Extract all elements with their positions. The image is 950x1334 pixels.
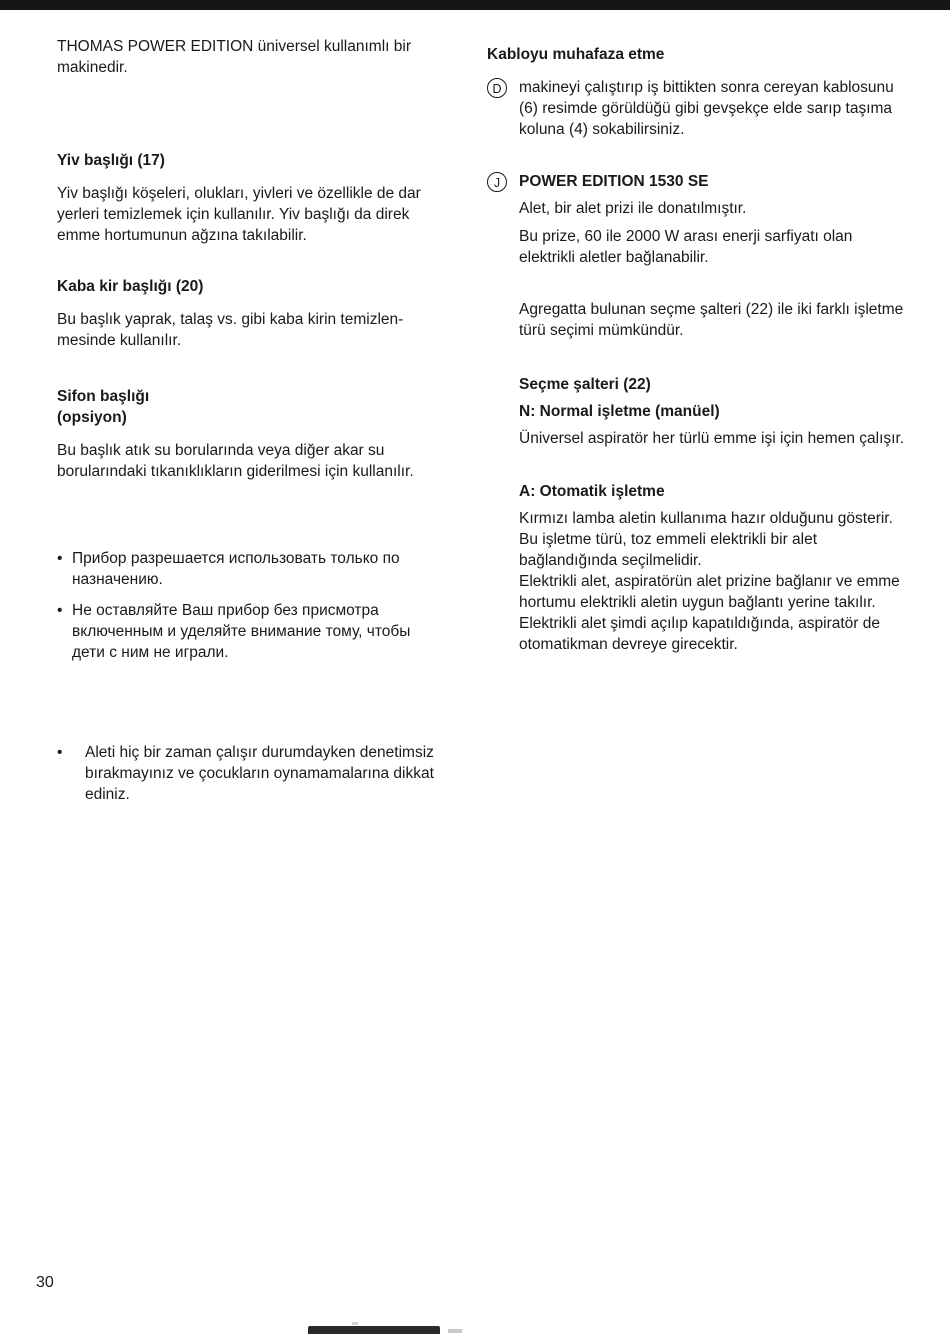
- list-item-ru-2: [57, 600, 445, 663]
- section-heading-sifon: [57, 386, 445, 428]
- bullet-glyph: •: [57, 550, 63, 567]
- list-item-tr: [57, 742, 445, 805]
- circled-letter-j: J: [487, 172, 507, 192]
- bullet-text-tr: Aleti hiç bir zaman çalışır durumdayken denetimsiz bırakmayınız ve çocukların oynamamalarına dikkat ediniz.: [85, 744, 434, 803]
- section-heading-sifon-line1: Sifon başlığı: [57, 388, 150, 405]
- auto-mode-paragraph-3: Elektrikli alet, aspiratörün alet prizine bağlanır ve emme hortumu elektrikli aletin uygun bağlantı yerine takılır. Elektrikli alet şimdi açılıp kapatıldığında, aspiratör de otomatikman devreye girecektir.: [519, 573, 900, 653]
- left-column: [57, 36, 445, 805]
- section-heading-power-edition: POWER EDITION 1530 SE: [519, 173, 709, 190]
- section-heading-secme-salteri: Seçme şalteri (22): [519, 376, 651, 393]
- auto-mode-paragraph-2: Bu işletme türü, toz emmeli elektrikli bir alet bağlandığında seçilmelidir.: [519, 531, 818, 569]
- auto-mode-paragraph-1: Kırmızı lamba aletin kullanıma hazır olduğunu gösterir.: [519, 510, 893, 527]
- section-body-sifon: Bu başlık atık su borularında veya diğer akar su borularındaki tıkanıklıkların giderilmesi için kullanılır.: [57, 442, 414, 480]
- power-edition-paragraph-3: Agregatta bulunan seçme şalteri (22) ile iki farklı işletme türü seçimi mümkündür.: [519, 301, 904, 339]
- page-number: 30: [36, 1274, 54, 1291]
- scan-artifact-dot-2: [352, 1322, 358, 1325]
- right-column: [487, 36, 909, 655]
- section-heading-sifon-line2: (opsiyon): [57, 409, 127, 426]
- section-heading-kablo: Kabloyu muhafaza etme: [487, 46, 665, 63]
- section-heading-kaba-kir: Kaba kir başlığı (20): [57, 278, 204, 295]
- power-edition-paragraph-1: Alet, bir alet prizi ile donatılmıştır.: [519, 200, 747, 217]
- circled-letter-d: D: [487, 78, 507, 98]
- circled-step-j: [487, 171, 909, 341]
- section-body-yiv: Yiv başlığı köşeleri, olukları, yivleri ve özellikle de dar yerleri temizlemek için kullanılır. Yiv başlığı da direk emme hortumunun ağzına takılabilir.: [57, 185, 421, 244]
- power-edition-paragraph-2: Bu prize, 60 ile 2000 W arası enerji sarfiyatı olan elektrikli aletler bağlanabilir.: [519, 228, 853, 266]
- step-d-body: makineyi çalıştırıp iş bittikten sonra cereyan kablosunu (6) resimde görüldüğü gibi gevşekçe elde sarıp taşıma koluna (4) sokabilirsiniz.: [519, 79, 894, 138]
- section-heading-yiv: Yiv başlığı (17): [57, 152, 165, 169]
- switch-section: [487, 374, 909, 655]
- bullet-glyph: •: [57, 744, 63, 761]
- circled-step-d: [487, 77, 909, 140]
- bullet-text-ru-2: Не оставляйте Ваш прибор без присмотра включенным и уделяйте внимание тому, чтобы дети с ним не играли.: [72, 602, 411, 661]
- section-body-kaba-kir: Bu başlık yaprak, talaş vs. gibi kaba kirin temizlen-mesinde kullanılır.: [57, 311, 404, 349]
- scan-artifact-top-bar: [0, 0, 950, 10]
- normal-mode-paragraph: Üniversel aspiratör her türlü emme işi için hemen çalışır.: [519, 430, 905, 447]
- bullet-text-ru-1: Прибор разрешается использовать только по назначению.: [72, 550, 400, 588]
- bullet-glyph: •: [57, 602, 63, 619]
- scan-artifact-dot-1: [448, 1329, 462, 1333]
- scan-artifact-bottom-bar: [308, 1326, 440, 1334]
- intro-paragraph: THOMAS POWER EDITION üniversel kullanımlı bir makinedir.: [57, 38, 411, 76]
- list-item-ru-1: [57, 548, 445, 590]
- section-heading-normal-mode: N: Normal işletme (manüel): [519, 403, 720, 420]
- section-heading-auto-mode: A: Otomatik işletme: [519, 483, 665, 500]
